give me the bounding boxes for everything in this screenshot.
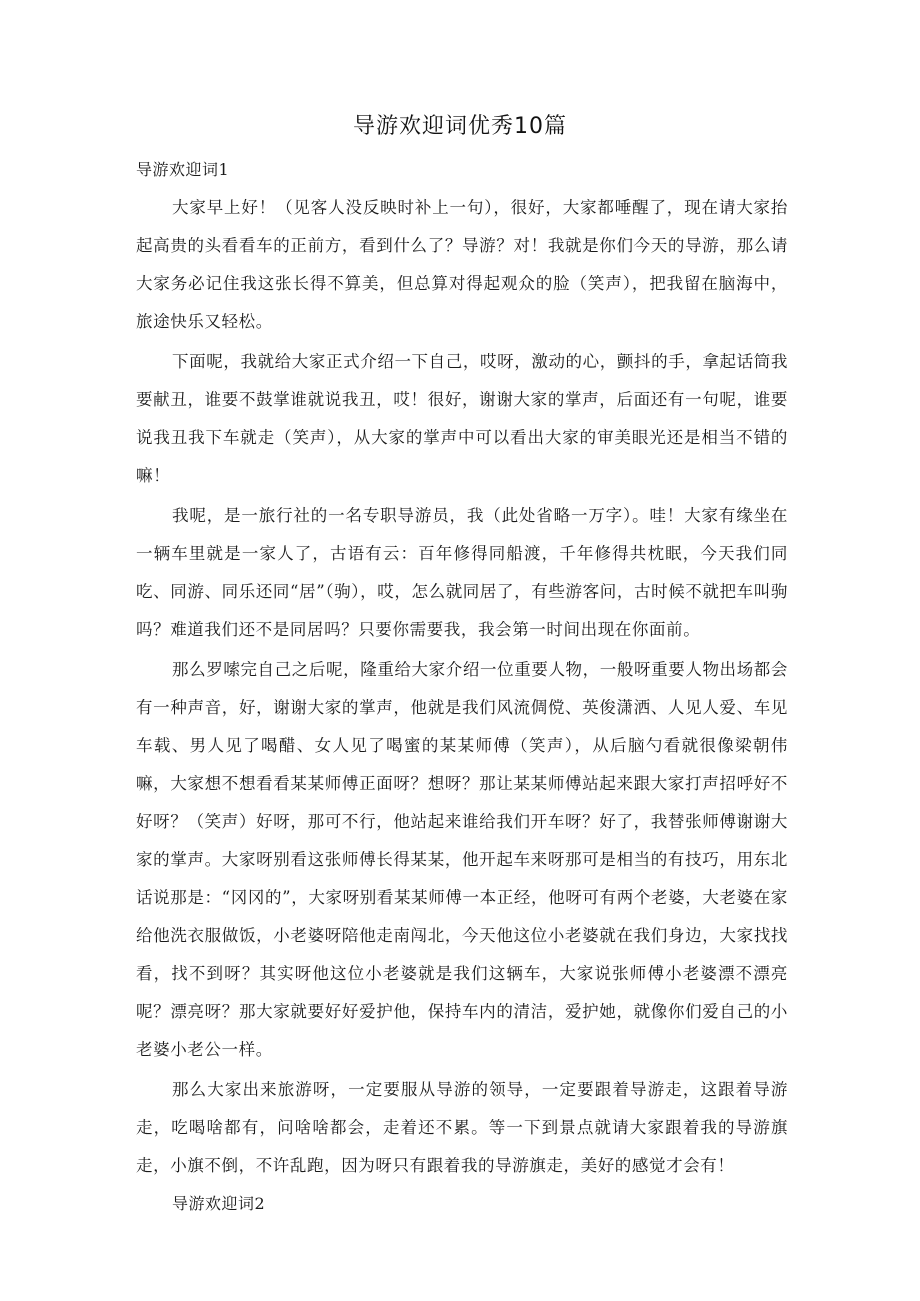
- section-heading: 导游欢迎词2: [172, 1194, 266, 1213]
- paragraph: 我呢，是一旅行社的一名专职导游员，我（此处省略一万字）。哇！大家有缘坐在一辆车里就是一家人了，古语有云：百年修得同船渡，千年修得共枕眠，今天我们同吃、同游、同乐还同“居”（驹），哎，怎么就同居了，有些游客问，古时候不就把车叫驹吗？难道我们还不是同居吗？只要你需要我，我会第一时间出现在你面前。: [136, 506, 788, 639]
- document-body: [136, 153, 788, 1223]
- paragraph: 那么大家出来旅游呀，一定要服从导游的领导，一定要跟着导游走，这跟着导游走，吃喝啥都有，问啥啥都会，走着还不累。等一下到景点就请大家跟着我的导游旗走，小旗不倒，不许乱跑，因为呀只有跟着我的导游旗走，美好的感觉才会有！: [136, 1080, 788, 1175]
- section-heading: 导游欢迎词1: [136, 160, 230, 179]
- paragraph: 下面呢，我就给大家正式介绍一下自己，哎呀，激动的心，颤抖的手，拿起话筒我要献丑，谁要不鼓掌谁就说我丑，哎！很好，谢谢大家的掌声，后面还有一句呢，谁要说我丑我下车就走（笑声），从大家的掌声中可以看出大家的审美眼光还是相当不错的嘛！: [136, 352, 788, 485]
- paragraph: 那么罗嗦完自己之后呢，隆重给大家介绍一位重要人物，一般呀重要人物出场都会有一种声音，好，谢谢大家的掌声，他就是我们风流倜傥、英俊潇洒、人见人爱、车见车载、男人见了喝醋、女人见了喝蜜的某某师傅（笑声），从后脑勺看就很像梁朝伟嘛，大家想不想看看某某师傅正面呀？想呀？那让某某师傅站起来跟大家打声招呼好不好呀？（笑声）好呀，那可不行，他站起来谁给我们开车呀？好了，我替张师傅谢谢大家的掌声。大家呀别看这张师傅长得某某，他开起车来呀那可是相当的有技巧，用东北话说那是：“冈冈的”，大家呀别看某某师傅一本正经，他呀可有两个老婆，大老婆在家给他洗衣服做饭，小老婆呀陪他走南闯北，今天他这位小老婆就在我们身边，大家找找看，找不到呀？其实呀他这位小老婆就是我们这辆车，大家说张师傅小老婆漂不漂亮呢？漂亮呀？那大家就要好好爱护他，保持车内的清洁，爱护她，就像你们爱自己的小老婆小老公一样。: [136, 660, 788, 1059]
- page-title: 导游欢迎词优秀10篇: [353, 114, 567, 139]
- paragraph: 大家早上好！（见客人没反映时补上一句），很好，大家都唾醒了，现在请大家抬起高贵的头看看车的正前方，看到什么了？导游？对！我就是你们今天的导游，那么请大家务必记住我这张长得不算美，但总算对得起观众的脸（笑声），把我留在脑海中，旅途快乐又轻松。: [136, 198, 788, 331]
